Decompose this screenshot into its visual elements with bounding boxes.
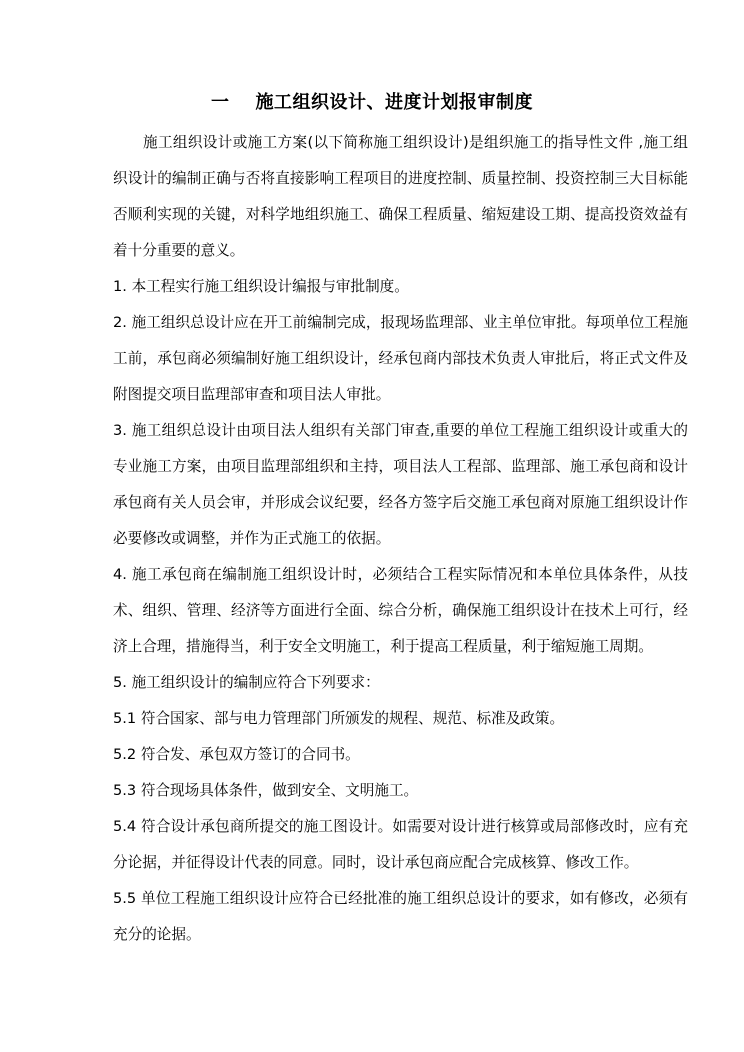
intro-paragraph: 施工组织设计或施工方案(以下简称施工组织设计)是组织施工的指导性文件 ,施工组织设计的编制正确与否将直接影响工程项目的进度控制、质量控制、投资控制三大目标能否顺利实现的关键，对科学地组织施工、确保工程质量、缩短建设工期、提高投资效益有着十分重要的意义。 <box>113 134 688 259</box>
clause-2: 2. 施工组织总设计应在开工前编制完成，报现场监理部、业主单位审批。每项单位工程施工前，承包商必须编制好施工组织设计，经承包商内部技术负责人审批后，将正式文件及附图提交项目监理部审查和项目法人审批。 <box>113 314 688 403</box>
clause-5-1: 5.1 符合国家、部与电力管理部门所颁发的规程、规范、标准及政策。 <box>113 710 565 727</box>
title-number: 一 <box>211 92 230 113</box>
clause-3: 3. 施工组织总设计由项目法人组织有关部门审查,重要的单位工程施工组织设计或重大的专业施工方案，由项目监理部组织和主持，项目法人工程部、监理部、施工承包商和设计承包商有关人员会审，并形成会议纪要，经各方签字后交施工承包商对原施工组织设计作必要修改或调整，并作为正式施工的依据。 <box>113 422 688 547</box>
clause-4: 4. 施工承包商在编制施工组织设计时，必须结合工程实际情况和本单位具体条件，从技术、组织、管理、经济等方面进行全面、综合分析，确保施工组织设计在技术上可行，经济上合理，措施得当，利于安全文明施工，利于提高工程质量，利于缩短施工周期。 <box>113 566 688 655</box>
clause-5-4: 5.4 符合设计承包商所提交的施工图设计。如需要对设计进行核算或局部修改时，应有充分论据，并征得设计代表的同意。同时，设计承包商应配合完成核算、修改工作。 <box>113 818 688 871</box>
document-body <box>113 125 688 953</box>
title-text: 施工组织设计、进度计划报审制度 <box>255 92 533 113</box>
clause-5-2: 5.2 符合发、承包双方签订的合同书。 <box>113 746 360 763</box>
clause-1: 1. 本工程实行施工组织设计编报与审批制度。 <box>113 278 409 295</box>
clause-5-5: 5.5 单位工程施工组织设计应符合已经批准的施工组织总设计的要求，如有修改，必须有充分的论据。 <box>113 890 688 943</box>
clause-5-3: 5.3 符合现场具体条件，做到安全、文明施工。 <box>113 782 419 799</box>
clause-5: 5. 施工组织设计的编制应符合下列要求： <box>113 674 380 691</box>
document-title <box>0 88 744 114</box>
